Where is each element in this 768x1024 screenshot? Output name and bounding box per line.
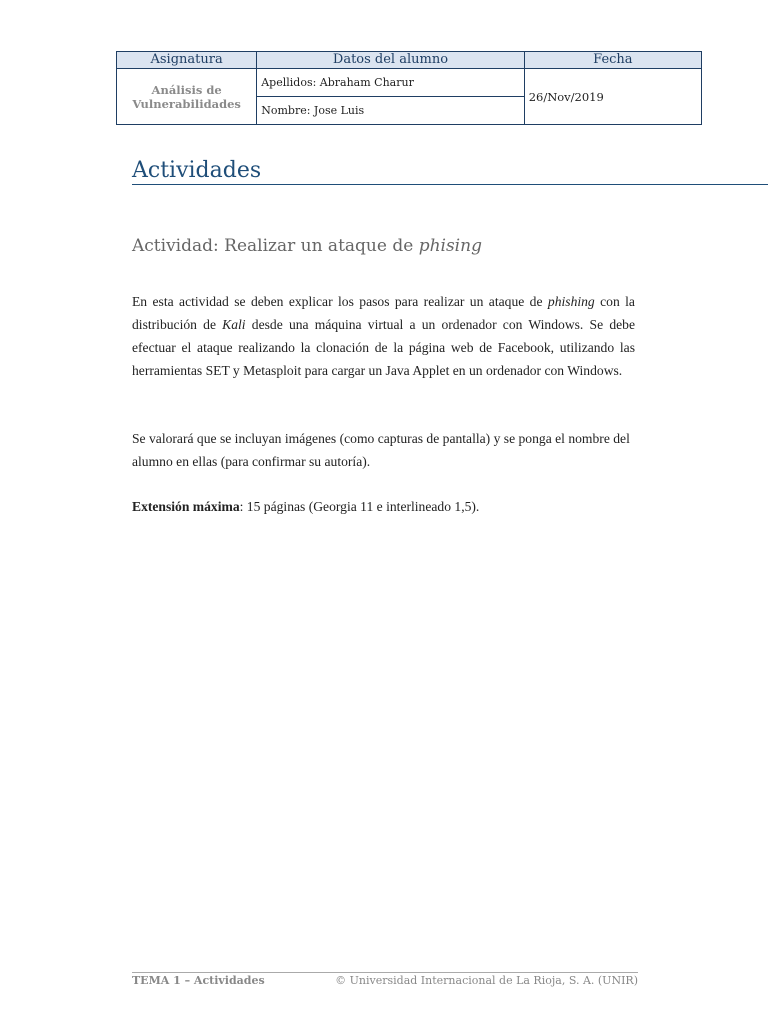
extension-label: Extensión máxima bbox=[132, 499, 240, 514]
student-info-table bbox=[116, 51, 702, 125]
asignatura-line1: Análisis de bbox=[151, 82, 222, 97]
subheading-prefix: Actividad: Realizar un ataque de bbox=[132, 236, 419, 256]
p1-text-c: desde una máquina virtual a un ordenador con Windows. Se debe efectuar el ataque realizando la clonación de la página web de Facebook, utilizando las herramientas SET y Metasploit para cargar un Java Applet en un ordenador con Windows. bbox=[132, 317, 635, 378]
fecha-cell: 26/Nov/2019 bbox=[524, 69, 701, 125]
p1-text-a: En esta actividad se deben explicar los pasos para realizar un ataque de bbox=[132, 294, 548, 309]
extension-text: : 15 páginas (Georgia 11 e interlineado 1,5). bbox=[239, 499, 480, 514]
paragraph-extension bbox=[132, 495, 635, 518]
nombre-cell: Nombre: Jose Luis bbox=[257, 97, 524, 125]
paragraph-evaluation: Se valorará que se incluyan imágenes (como capturas de pantalla) y se ponga el nombre del alumno en ellas (para confirmar su autoría). bbox=[132, 431, 630, 469]
asignatura-cell bbox=[117, 69, 257, 125]
header-datos-alumno: Datos del alumno bbox=[257, 52, 524, 69]
p1-kali: Kali bbox=[222, 317, 246, 332]
paragraph-instructions bbox=[132, 290, 635, 382]
footer-tema: TEMA 1 – Actividades bbox=[132, 974, 265, 987]
footer-copyright: © Universidad Internacional de La Rioja, S. A. (UNIR) bbox=[335, 974, 638, 987]
p1-text-b: con la distribución de bbox=[132, 294, 635, 332]
header-fecha: Fecha bbox=[524, 52, 701, 69]
p1-phishing: phishing bbox=[547, 294, 595, 309]
heading-rule bbox=[132, 184, 768, 185]
page-heading: Actividades bbox=[132, 158, 262, 183]
subheading-italic: phising bbox=[418, 236, 482, 256]
activity-subheading bbox=[132, 236, 482, 256]
asignatura-line2: Vulnerabilidades bbox=[132, 96, 241, 111]
header-asignatura: Asignatura bbox=[117, 52, 257, 69]
apellidos-cell: Apellidos: Abraham Charur bbox=[257, 69, 524, 97]
footer-rule bbox=[132, 972, 638, 973]
